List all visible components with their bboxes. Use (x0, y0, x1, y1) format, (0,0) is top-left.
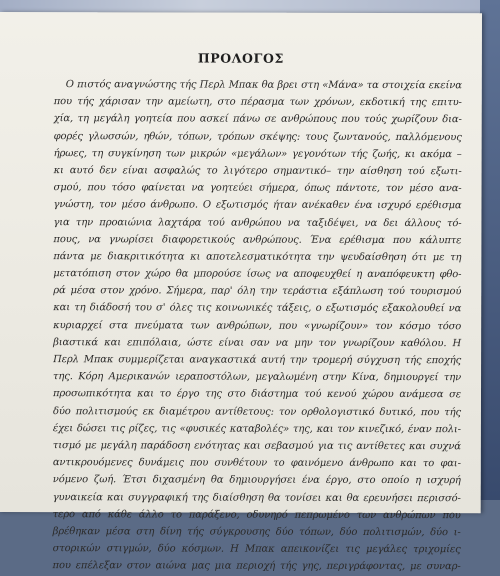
text-line: φορές γλωσσών, ηθών, τόπων, τρόπων σκέψης: τους ζωντανούς, παλλόμενους (53, 130, 462, 143)
text-line: κυριαρχεί στα πνεύματα των ανθρώπων, που «γνωρίζουν» τον κόσμο τόσο (53, 319, 462, 332)
text-line: που επέλεξαν στον αιώνα μας μια περιοχή τής γης, περιγράφοντας, με συναρ- (52, 560, 461, 573)
text-line: γνώστη, τον μέσο άνθρωπο. Ο εξωτισμός ήταν ανέκαθεν ένα ισχυρό ερέθισμα (53, 199, 462, 212)
text-line: βιαστικά και επιπόλαια, ώστε είναι σαν να μην τον γνωρίζουν καθόλου. Η (53, 336, 462, 350)
text-line: αντικρουόμενες δυνάμεις που συνθέτουν το φαινόμενο άνθρωπο και το φαι- (52, 457, 461, 470)
text-line: μετατόπιση στον χώρο θα μπορούσε ίσως να αποφευχθεί η αναπόφευκτη φθο- (53, 268, 462, 281)
text-line: Περλ Μπακ συμμερίζεται αναγκαστικά αυτή την τρομερή σύγχυση τής εποχής (53, 354, 462, 367)
text-line: δύο πολιτισμούς εκ διαμέτρου αντίθετους: τον ορθολογιστικό δυτικό, που τής (52, 405, 461, 418)
text-line: προσωπικότητα και το έργο της στο διάστημα τού κενού χώρου ανάμεσα σε (52, 388, 462, 401)
text-line: που τής χάρισαν την αμείωτη, στο πέρασμα των χρόνων, εκδοτική της επιτυ- (53, 96, 462, 109)
background-right (480, 0, 500, 500)
text-line: και τη διάδοσή του σ' όλες τις κοινωνικές τάξεις, ο εξωτισμός εξακολουθεί να (53, 302, 462, 315)
text-line: πάντα με διακριτικότητα κι αποτελεσματικότητα την ψευδαίσθηση ότι με τη (53, 251, 462, 264)
text-line: ρά μέσα στον χρόνο. Σήμερα, παρ' όλη την τεράστια εξάπλωση τού τουρισμού (53, 285, 462, 298)
text-line: χία, τη μεγάλη γοητεία που ασκεί πάνω σε ανθρώπους που τούς χωρίζουν δια- (53, 113, 462, 126)
text-line: στορικών στιγμών, δύο κόσμων. Η Μπακ απεικονίζει τις μεγάλες τριχομίες (52, 543, 461, 556)
body-text (53, 76, 462, 576)
text-line: τισμό με μεγάλη παράδοση ενότητας και σεβασμού για τις αντίθετες και συχνά (52, 440, 461, 453)
text-line: για την προαιώνια λαχτάρα τού ανθρώπου να ταξιδέψει, να δει άλλους τό- (53, 216, 462, 229)
page-heading: ΠΡΟΛΟΓΟΣ (197, 50, 284, 66)
text-line: σμού, που τόσο φαίνεται να γοητεύει σήμερα, όπως πάντοτε, τον μέσο ανα- (53, 182, 462, 195)
text-line: γυναικεία και συγγραφική της διαίσθηση θα τονίσει και θα ερευνήσει περισσό- (52, 491, 461, 504)
text-line: τερο από κάθε άλλο το παράξενο, οδυνηρό πεπρωμένο των ανθρώπων που (52, 508, 461, 521)
text-line: ήρωες, τη συγκίνηση των μικρών «μεγάλων» γεγονότων τής ζωής, κι ακόμα – (53, 147, 462, 160)
text-line: έχει δώσει τις ρίζες, τις «φυσικές καταβολές» της, και τον κινεζικό, έναν πολι- (52, 422, 461, 435)
text-line: κι αυτό δεν είναι ασφαλώς το λιγότερο σημαντικό– την αίσθηση τού εξωτι- (53, 165, 462, 178)
text-line: νόμενο ζωή. Έτσι διχασμένη θα δημιουργήσει ένα έργο, στο οποίο η ισχυρή (52, 474, 461, 487)
text-line: της. Κόρη Αμερικανών ιεραποστόλων, μεγαλωμένη στην Κίνα, δημιουργεί την (53, 371, 462, 384)
text-line: πους, να γνωρίσει διαφορετικούς ανθρώπους. Ένα ερέθισμα που κάλυπτε (53, 233, 462, 246)
text-line: βρέθηκαν μέσα στη δίνη τής σύγκρουσης δύο τόπων, δύο πολιτισμών, δύο ι- (52, 526, 461, 539)
book-page (0, 12, 482, 573)
text-line: Ο πιστός αναγνώστης τής Περλ Μπακ θα βρει στη «Μάνα» τα στοιχεία εκείνα (65, 79, 462, 92)
